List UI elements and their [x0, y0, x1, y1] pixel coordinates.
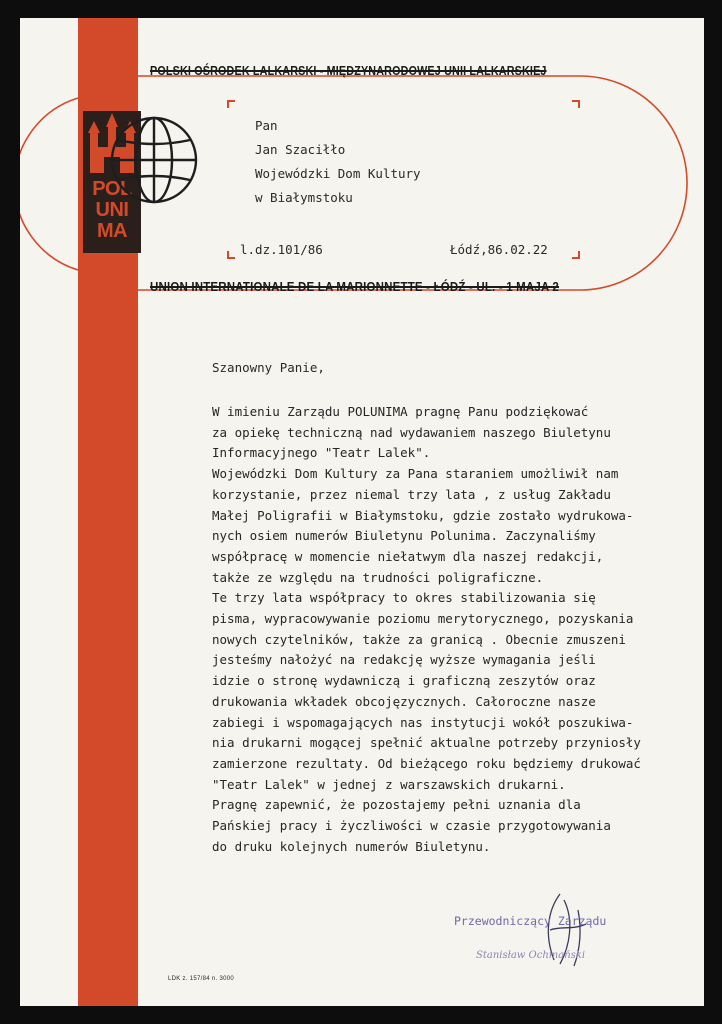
body-line: pisma, wypracowywanie poziomu merytorycznego, pozyskania: [212, 611, 634, 627]
body-line: do druku kolejnych numerów Biuletynu.: [212, 838, 491, 854]
signatory-title-stamp: Przewodniczący Zarządu: [454, 914, 607, 928]
letter-body: [212, 402, 712, 857]
body-line: zabiegi i wspomagających nas instytucji wokół poszukiwa-: [212, 714, 634, 730]
body-line: współpracę w momencie niełatwym dla naszej redakcji,: [212, 548, 604, 564]
body-line: za opiekę techniczną nad wydawaniem naszego Biuletynu: [212, 424, 611, 440]
greeting: Szanowny Panie,: [212, 360, 325, 375]
address-line: Pan: [255, 118, 278, 133]
body-line: Informacyjnego "Teatr Lalek".: [212, 445, 431, 461]
body-line: W imieniu Zarządu POLUNIMA pragnę Panu podziękować: [212, 404, 589, 419]
body-line: korzystanie, przez niemal trzy lata , z usług Zakładu: [212, 486, 611, 502]
body-line: także ze względu na trudności poligraficzne.: [212, 569, 544, 585]
body-line: zamierzone rezultaty. Od bieżącego roku będziemy drukować: [212, 755, 641, 771]
body-line: Pragnę zapewnić, że pozostajemy pełni uznania dla: [212, 797, 581, 813]
body-line: nia drukarni mogącej spełnić aktualne potrzeby przyniosły: [212, 735, 641, 751]
logo-line-1: POL: [92, 178, 132, 200]
body-line: Te trzy lata współpracy to okres stabilizowania się: [212, 590, 596, 606]
body-line: Małej Poligrafii w Białymstoku, gdzie zostało wydrukowa-: [212, 507, 634, 523]
logo-line-3: MA: [96, 220, 128, 242]
address-corner-mark: [572, 100, 580, 108]
body-line: jesteśmy nałożyć na redakcję wyższe wymagania jeśli: [212, 652, 596, 668]
address-line: Wojewódzki Dom Kultury: [255, 166, 421, 181]
logo-line-2: UNI: [95, 199, 129, 221]
print-footer: LDK z. 157/84 n. 3000: [168, 976, 235, 982]
address-corner-mark: [227, 251, 235, 259]
letter-date: Łódź,86.02.22: [450, 242, 548, 257]
address-corner-mark: [572, 251, 580, 259]
body-line: Wojewódzki Dom Kultury za Pana staraniem umożliwił nam: [212, 466, 619, 482]
letterhead-bottom-text: UNION INTERNATIONALE DE LA MARIONNETTE - ŁÓDŹ - UL. - 1 MAJA 2: [150, 280, 560, 294]
recipient-address: [255, 114, 421, 210]
address-line: w Białymstoku: [255, 190, 353, 205]
letter-page: [20, 18, 704, 1006]
reference-number: l.dz.101/86: [240, 242, 323, 257]
address-line: Jan Szaciłło: [255, 142, 346, 157]
letterhead-top-text: POLSKI OŚRODEK LALKARSKI - MIĘDZYNARODOWEJ UNII LALKARSKIEJ: [150, 64, 547, 78]
body-line: nowych czytelników, także za granicą . Obecnie zmuszeni: [212, 631, 626, 647]
globe-icon: [108, 114, 200, 206]
body-line: idzie o stronę wydawniczą i graficzną zeszytów oraz: [212, 673, 596, 689]
body-line: drukowania wkładek obcojęzycznych. Całoroczne nasze: [212, 693, 596, 709]
body-line: "Teatr Lalek" w jednej z warszawskich drukarni.: [212, 776, 566, 792]
address-corner-mark: [227, 100, 235, 108]
body-line: nych osiem numerów Biuletynu Polunima. Zaczynaliśmy: [212, 528, 596, 544]
body-line: Pańskiej pracy i życzliwości w czasie przygotowywania: [212, 818, 611, 834]
signatory-name-stamp: Stanisław Ochmański: [476, 950, 586, 961]
